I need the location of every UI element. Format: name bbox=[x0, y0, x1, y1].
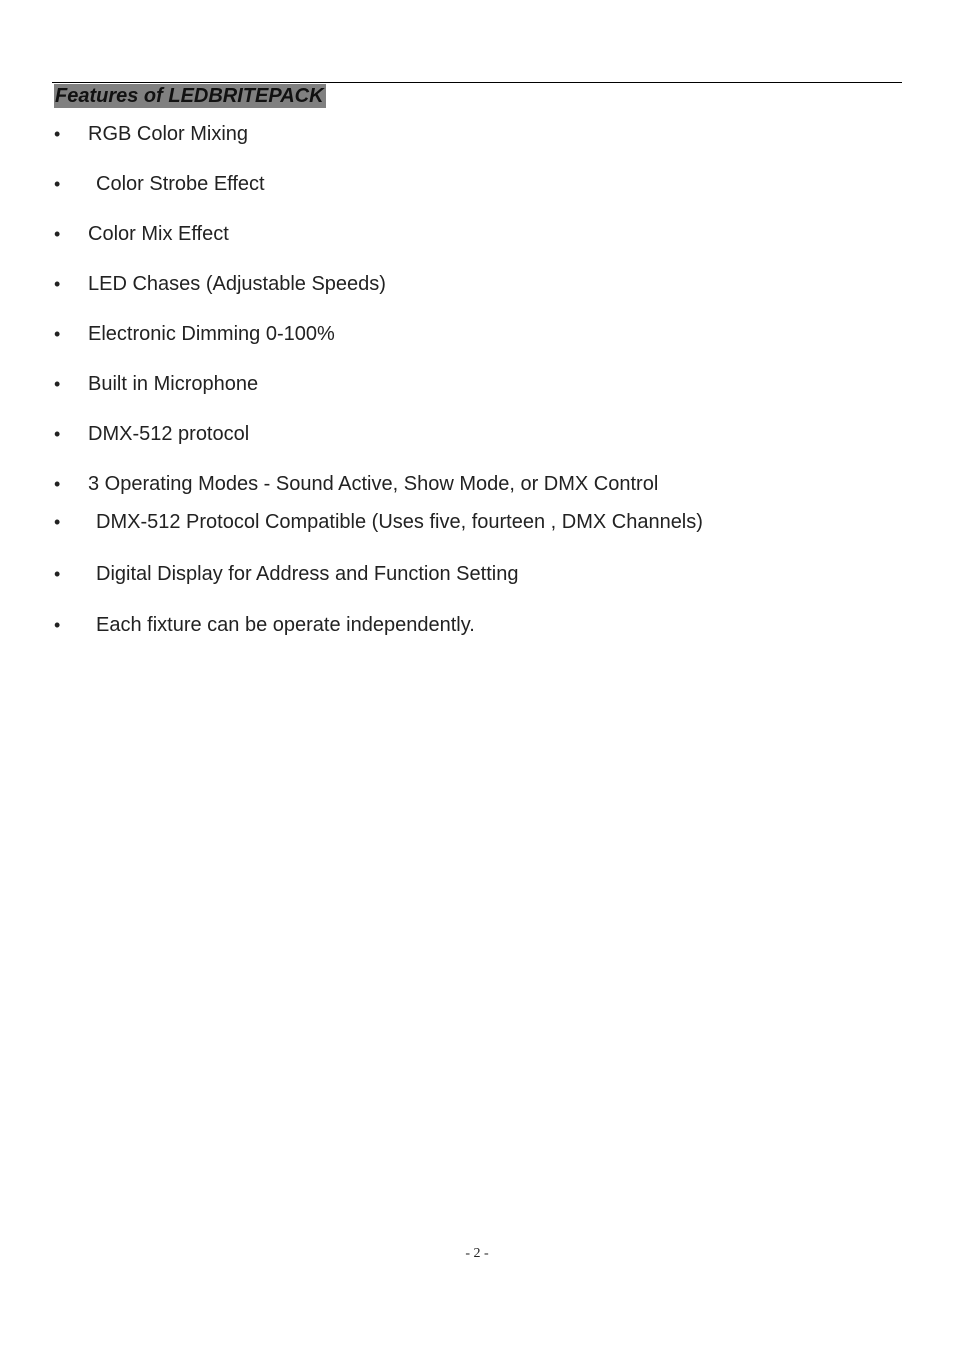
feature-text: 3 Operating Modes - Sound Active, Show Mode, or DMX Control bbox=[88, 473, 659, 495]
header-rule bbox=[52, 82, 902, 83]
bullet-icon: • bbox=[54, 474, 61, 494]
bullet-icon: • bbox=[54, 124, 61, 144]
bullet-icon: • bbox=[54, 424, 61, 444]
feature-text: Electronic Dimming 0-100% bbox=[88, 323, 335, 345]
bullet-icon: • bbox=[54, 615, 61, 635]
bullet-icon: • bbox=[54, 174, 61, 194]
section-heading: Features of LEDBRITEPACK bbox=[55, 85, 324, 107]
bullet-icon: • bbox=[54, 512, 61, 532]
bullet-icon: • bbox=[54, 274, 61, 294]
bullet-icon: • bbox=[54, 374, 61, 394]
page-number: - 2 - bbox=[465, 1246, 489, 1261]
feature-text: Color Mix Effect bbox=[88, 223, 229, 245]
bullet-icon: • bbox=[54, 324, 61, 344]
feature-text: Each fixture can be operate independently. bbox=[96, 614, 475, 636]
feature-text: DMX-512 protocol bbox=[88, 423, 250, 445]
feature-text: DMX-512 Protocol Compatible (Uses five, fourteen , DMX Channels) bbox=[96, 511, 703, 533]
feature-text: RGB Color Mixing bbox=[88, 123, 249, 145]
feature-text: LED Chases (Adjustable Speeds) bbox=[88, 273, 386, 295]
bullet-icon: • bbox=[54, 564, 61, 584]
feature-text: Color Strobe Effect bbox=[96, 173, 265, 195]
feature-text: Built in Microphone bbox=[88, 373, 259, 395]
bullet-icon: • bbox=[54, 224, 61, 244]
feature-text: Digital Display for Address and Function Setting bbox=[96, 563, 519, 585]
